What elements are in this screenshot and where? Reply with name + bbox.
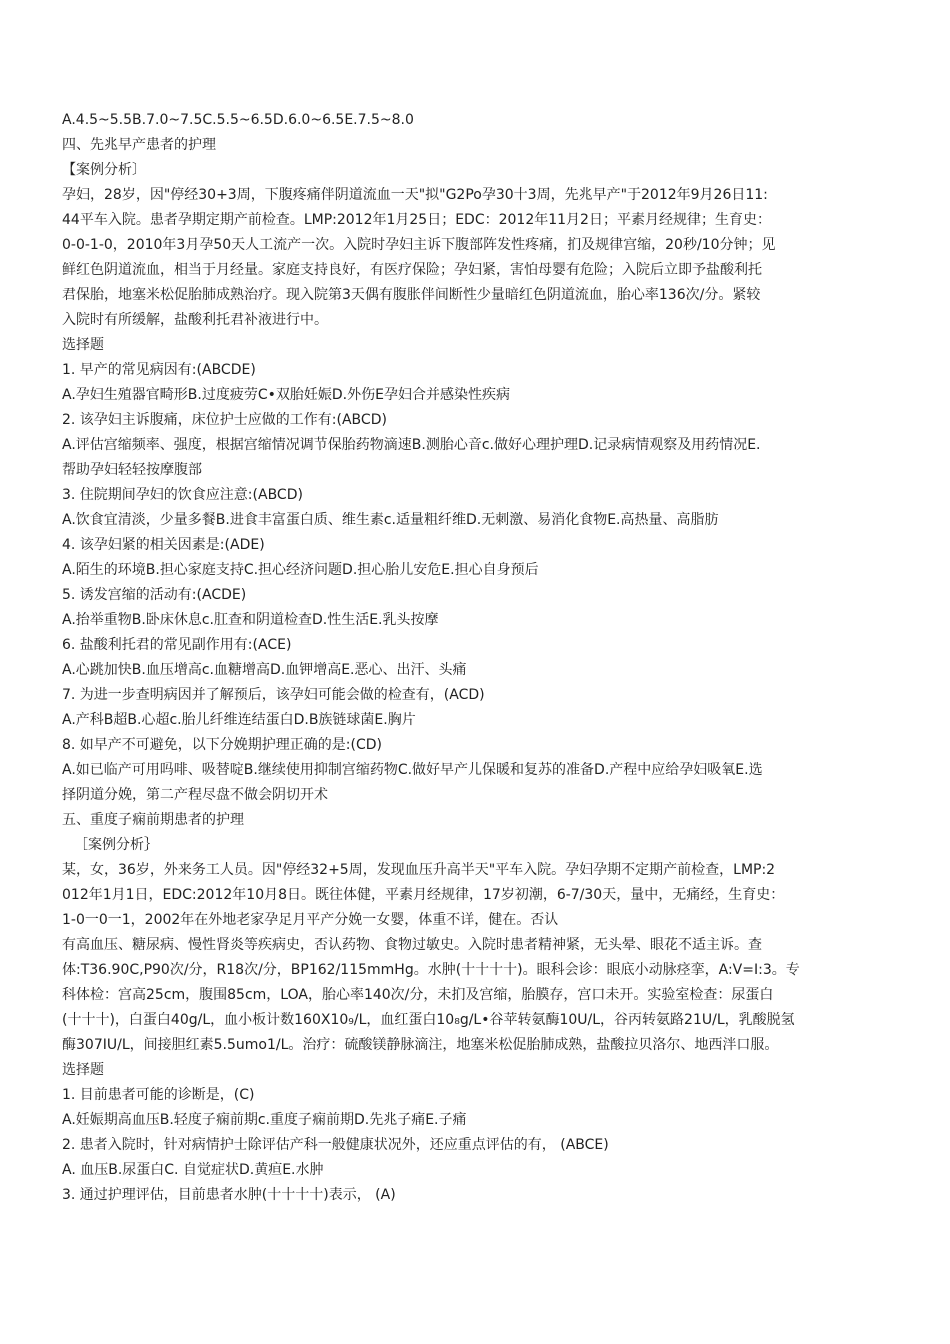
case-paragraph-line: 44平车入院。患者孕期定期产前检查。LMP:2012年1月25日；EDC：2012年11月2日；平素月经规律；生育史： bbox=[62, 212, 771, 228]
options-line: A.如已临产可用吗啡、吸替啶B.继续使用抑制宫缩药物C.做好早产儿保暖和复苏的准备D.产程中应给孕妇吸氧E.选 bbox=[62, 762, 763, 778]
case-paragraph-line: 科体检：宫高25cm，腹围85cm，LOA，胎心率140次/分，未扪及宫缩，胎膜存，宫口未开。实验室检查：尿蛋白 bbox=[62, 987, 774, 1003]
question-line: 6. 盐酸利托君的常见副作用有:(ACE) bbox=[62, 637, 292, 653]
options-line: A.妊娠期高血压B.轻度子痫前期c.重度子痫前期D.先兆子痛E.子痛 bbox=[62, 1112, 467, 1128]
case-paragraph-line: 孕妇，28岁，因"停经30+3周，下腹疼痛伴阴道流血一天"拟"G2Po孕30十3周，先兆早产"于2012年9月26日11: bbox=[62, 187, 768, 203]
case-paragraph-line: 1-0一0一1，2002年在外地老家孕足月平产分娩一女婴，体重不详，健在。否认 bbox=[62, 912, 559, 928]
options-line: A.抬举重物B.卧床休息c.肛查和阴道检查D.性生活E.乳头按摩 bbox=[62, 612, 439, 628]
options-line: A.陌生的环境B.担心家庭支持C.担心经济问题D.担心胎儿安危E.担心自身预后 bbox=[62, 562, 539, 578]
question-line: 8. 如早产不可避免，以下分娩期护理正确的是:(CD) bbox=[62, 737, 383, 753]
options-line: A. 血压B.尿蛋白C. 自觉症状D.黄疸E.水肿 bbox=[62, 1162, 324, 1178]
case-paragraph-line: 入院时有所缓解，盐酸利托君补液进行中。 bbox=[62, 312, 328, 328]
case-paragraph-line: 酶307IU/L，间接胆红素5.5umo1/L。治疗：硫酸镁静脉滴注，地塞米松促胎肺成熟，盐酸拉贝洛尔、地西泮口服。 bbox=[62, 1037, 779, 1053]
question-line: 2. 患者入院时，针对病情护士除评估产科一般健康状况外，还应重点评估的有， (ABCE) bbox=[62, 1137, 609, 1153]
case-paragraph-line: 君保胎，地塞米松促胎肺成熟治疗。现入院第3天偶有腹胀伴间断性少量暗红色阴道流血，胎心率136次/分。紧较 bbox=[62, 287, 761, 303]
section-heading-preeclampsia: 五、重度子痫前期患者的护理 bbox=[62, 812, 244, 828]
case-analysis-label: ［案例分析｝ bbox=[74, 837, 158, 853]
answer-options-line: A.4.5~5.5B.7.0~7.5C.5.5~6.5D.6.0~6.5E.7.5~8.0 bbox=[62, 112, 414, 128]
question-line: 1. 目前患者可能的诊断是，(C) bbox=[62, 1087, 255, 1103]
case-paragraph-line: 体:T36.90C,P90次/分，R18次/分，BP162/115mmHg。水肿(十十十十)。眼科会诊：眼底小动脉痉挛，A:V=I:3。专 bbox=[62, 962, 800, 978]
case-paragraph-line: 鲜红色阴道流血，相当于月经量。家庭支持良好，有医疗保险；孕妇紧，害怕母婴有危险；入院后立即予盐酸利托 bbox=[62, 262, 762, 278]
case-paragraph-line: (十十十)，白蛋白40g/L，血小板计数160X10₉/L，血红蛋白10₈g/L•谷苹转氨酶10U/L，谷丙转氨路21U/L，乳酸脱氢 bbox=[62, 1012, 795, 1028]
options-line: A.心跳加快B.血压增高c.血糖增高D.血钾增高E.恶心、出汗、头痛 bbox=[62, 662, 467, 678]
question-line: 3. 住院期间孕妇的饮食应注意:(ABCD) bbox=[62, 487, 303, 503]
case-paragraph-line: 有高血压、糖尿病、慢性肾炎等疾病史，否认药物、食物过敏史。入院时患者精神紧，无头晕、眼花不适主诉。查 bbox=[62, 937, 762, 953]
options-line: A.产科B超B.心超c.胎儿纤维连结蛋白D.B族链球菌E.胸片 bbox=[62, 712, 416, 728]
multiple-choice-label: 选择题 bbox=[62, 1062, 104, 1078]
case-paragraph-line: 某，女，36岁，外来务工人员。因"停经32+5周，发现血压升高半天"平车入院。孕妇孕期不定期产前检查，LMP:2 bbox=[62, 862, 776, 878]
question-line: 5. 诱发宫缩的活动有:(ACDE) bbox=[62, 587, 247, 603]
case-paragraph-line: 0-0-1-0，2010年3月孕50天人工流产一次。入院时孕妇主诉下腹部阵发性疼痛，扪及规律宫缩，20秒/10分钟；见 bbox=[62, 237, 776, 253]
options-line: 帮助孕妇轻轻按摩腹部 bbox=[62, 462, 202, 478]
question-line: 3. 通过护理评估，目前患者水肿(十十十十)表示， (A) bbox=[62, 1187, 396, 1203]
question-line: 1. 早产的常见病因有:(ABCDE) bbox=[62, 362, 256, 378]
section-heading-preterm: 四、先兆早产患者的护理 bbox=[62, 137, 216, 153]
question-line: 2. 该孕妇主诉腹痛，床位护士应做的工作有:(ABCD) bbox=[62, 412, 387, 428]
question-line: 7. 为进一步查明病因并了解预后，该孕妇可能会做的检查有，(ACD) bbox=[62, 687, 485, 703]
multiple-choice-label: 选择题 bbox=[62, 337, 104, 353]
case-analysis-label: 【案例分析〕 bbox=[62, 162, 146, 178]
question-line: 4. 该孕妇紧的相关因素是:(ADE) bbox=[62, 537, 265, 553]
options-line: A.孕妇生殖器官畸形B.过度疲劳C•双胎妊娠D.外伤E孕妇合并感染性疾病 bbox=[62, 387, 510, 403]
options-line: A.饮食宜清淡，少量多餐B.进食丰富蛋白质、维生素c.适量粗纤维D.无刺激、易消化食物E.高热量、高脂肪 bbox=[62, 512, 719, 528]
document-page bbox=[62, 108, 882, 1208]
case-paragraph-line: 012年1月1日，EDC:2012年10月8日。既往体健，平素月经规律，17岁初潮，6-7/30天，量中，无痛经，生育史： bbox=[62, 887, 785, 903]
options-line: 择阴道分娩，第二产程尽盘不做会阴切开术 bbox=[62, 787, 328, 803]
options-line: A.评估宫缩频率、强度，根据宫缩情况调节保胎药物滴速B.测胎心音c.做好心理护理D.记录病情观察及用药情况E. bbox=[62, 437, 761, 453]
